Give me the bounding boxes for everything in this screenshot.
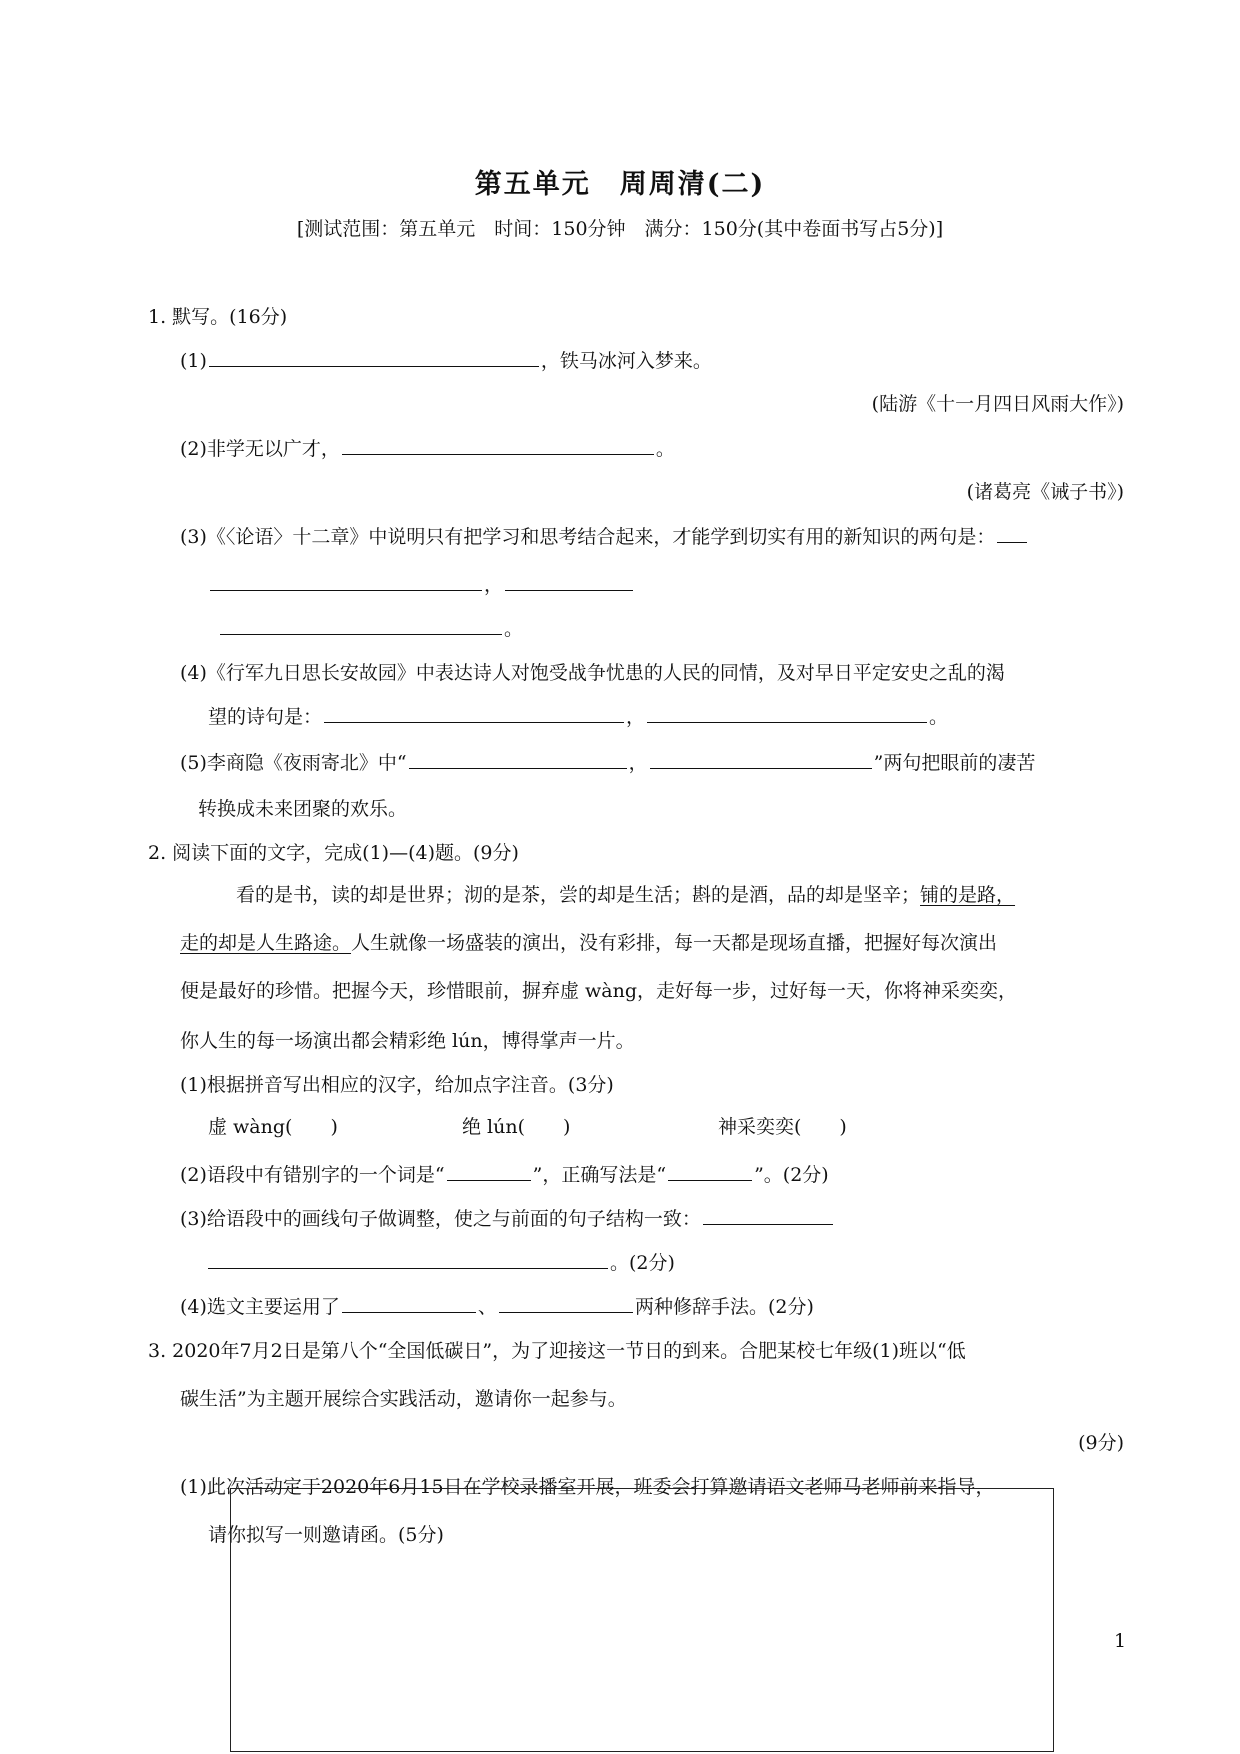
- q1-heading: 1. 默写。(16分): [148, 306, 288, 328]
- answer-blank[interactable]: [324, 703, 624, 723]
- q2-sub-3: [180, 1204, 835, 1231]
- pinyin-item-3: 神采奕奕( ): [718, 1116, 847, 1138]
- q1-item-2-source: (诸葛亮《诫子书》): [966, 481, 1124, 503]
- q1-item-3: [180, 522, 1029, 549]
- passage-line-3: 便是最好的珍惜。把握今天，珍惜眼前，摒弃虚 wàng，走好每一步，过好每一天，你将神采奕奕，: [180, 980, 1018, 1002]
- q1-item-2-end: 。: [655, 438, 675, 460]
- q3-sub-1-line2: 请你拟写一则邀请函。(5分): [208, 1524, 444, 1546]
- q2-sub-3-text: (3)给语段中的画线句子做调整，使之与前面的句子结构一致：: [180, 1208, 701, 1230]
- page-title: 第五单元 周周清(二): [474, 169, 766, 200]
- q1-item-4-line2: [208, 702, 948, 729]
- q1-item-3-line2: [208, 570, 635, 597]
- q2-sub-2-text: (2)语段中有错别字的一个词是“: [180, 1164, 445, 1186]
- passage-line-1: [236, 880, 1015, 907]
- answer-blank[interactable]: [668, 1161, 752, 1181]
- q1-item-1-text: ，铁马冰河入梦来。: [540, 350, 712, 372]
- underlined-sentence: 走的却是人生路途。: [180, 932, 352, 954]
- answer-blank[interactable]: [208, 1249, 608, 1269]
- q1-item-5: [180, 748, 1035, 775]
- q1-item-4-comma: ，: [626, 706, 646, 728]
- q1-item-3-end: 。: [504, 618, 524, 640]
- q2-sub-3-end: 。(2分): [610, 1252, 675, 1274]
- answer-blank[interactable]: [650, 749, 872, 769]
- q2-sub-4: [180, 1292, 814, 1319]
- answer-blank[interactable]: [703, 1205, 833, 1225]
- q2-sub-4-mid: 、: [477, 1296, 497, 1318]
- q3-heading-line2: 碳生活”为主题开展综合实践活动，邀请你一起参与。: [180, 1388, 627, 1410]
- answer-writing-box[interactable]: [230, 1488, 1054, 1752]
- q1-item-1-prefix: (1): [180, 350, 207, 372]
- answer-blank[interactable]: [997, 523, 1027, 543]
- q1-item-4-end: 。: [929, 706, 949, 728]
- q1-item-5-comma: ，: [628, 752, 648, 774]
- answer-blank[interactable]: [210, 571, 482, 591]
- q2-sub-4-text: (4)选文主要运用了: [180, 1296, 340, 1318]
- q1-item-4: (4)《行军九日思长安故园》中表达诗人对饱受战争忧患的人民的同情，及对早日平定安史之乱的渴: [180, 662, 1005, 684]
- answer-blank[interactable]: [342, 435, 654, 455]
- pinyin-item-2: 绝 lún( ): [462, 1116, 571, 1138]
- q3-score: (9分): [1078, 1432, 1124, 1454]
- q2-heading: 2. 阅读下面的文字，完成(1)—(4)题。(9分): [148, 842, 519, 864]
- q2-sub-2-end: ”。(2分): [754, 1164, 829, 1186]
- answer-blank[interactable]: [447, 1161, 531, 1181]
- passage-line-2: [180, 928, 997, 955]
- answer-blank[interactable]: [409, 749, 627, 769]
- q1-item-1-source: (陆游《十一月四日风雨大作》): [871, 393, 1124, 415]
- q2-sub-3-line2: [206, 1248, 675, 1275]
- page-number: 1: [1114, 1630, 1127, 1652]
- q2-sub-4-end: 两种修辞手法。(2分): [634, 1296, 814, 1318]
- q3-sub-1: (1)此次活动定于2020年6月15日在学校录播室开展，班委会打算邀请语文老师马老师前来指导，: [180, 1476, 995, 1498]
- answer-blank[interactable]: [342, 1293, 476, 1313]
- passage-text: 人生就像一场盛装的演出，没有彩排，每一天都是现场直播，把握好每次演出: [351, 932, 998, 954]
- answer-blank[interactable]: [505, 571, 633, 591]
- q1-item-3-text: (3)《〈论语〉十二章》中说明只有把学习和思考结合起来，才能学到切实有用的新知识的两句是：: [180, 526, 996, 548]
- pinyin-item-1: 虚 wàng( ): [208, 1116, 338, 1138]
- q2-sub-1: (1)根据拼音写出相应的汉字，给加点字注音。(3分): [180, 1074, 614, 1096]
- q1-item-5-post: ”两句把眼前的凄苦: [873, 752, 1036, 774]
- q1-item-5-text: (5)李商隐《夜雨寄北》中“: [180, 752, 407, 774]
- q2-sub-2-mid: ”，正确写法是“: [532, 1164, 667, 1186]
- answer-blank[interactable]: [499, 1293, 633, 1313]
- q1-item-5-line2: 转换成未来团聚的欢乐。: [198, 798, 408, 820]
- underlined-sentence: 铺的是路，: [920, 884, 1016, 906]
- answer-blank[interactable]: [209, 347, 539, 367]
- passage-text: 看的是书，读的却是世界；沏的是茶，尝的却是生活；斟的是酒，品的却是坚辛；: [236, 884, 921, 906]
- q1-item-1: [180, 346, 712, 373]
- q1-item-2-text: (2)非学无以广才，: [180, 438, 340, 460]
- answer-blank[interactable]: [647, 703, 927, 723]
- test-info: [测试范围：第五单元 时间：150分钟 满分：150分(其中卷面书写占5分)]: [296, 218, 944, 240]
- q1-item-4-text: 望的诗句是：: [208, 706, 323, 728]
- q2-sub-2: [180, 1160, 829, 1187]
- q1-item-3-comma: ，: [484, 574, 504, 596]
- q3-heading: 3. 2020年7月2日是第八个“全国低碳日”，为了迎接这一节日的到来。合肥某校七年级(1)班以“低: [148, 1340, 966, 1362]
- answer-blank[interactable]: [220, 615, 502, 635]
- passage-line-4: 你人生的每一场演出都会精彩绝 lún，博得掌声一片。: [180, 1030, 635, 1052]
- q1-item-3-line3: [218, 614, 523, 641]
- q1-item-2: [180, 434, 675, 461]
